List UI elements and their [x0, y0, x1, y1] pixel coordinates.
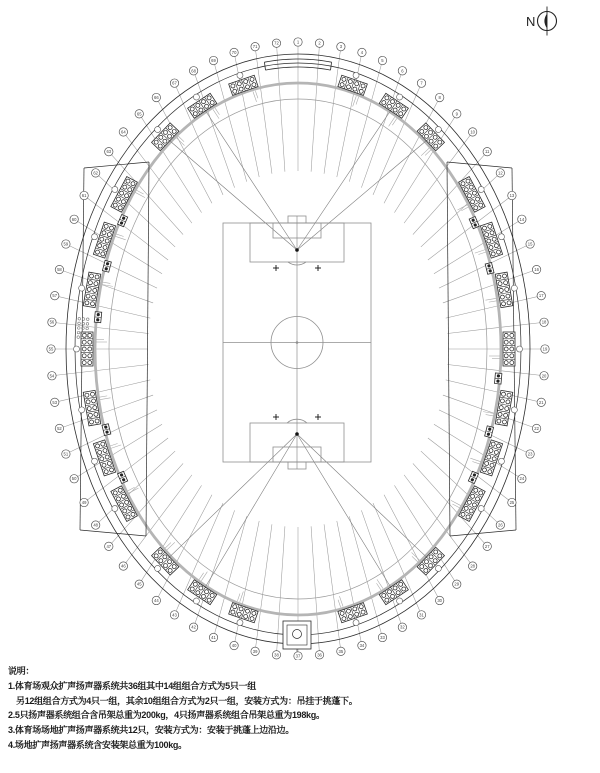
svg-text:3: 3 [339, 44, 343, 50]
svg-text:58: 58 [57, 267, 62, 273]
svg-text:65: 65 [136, 111, 142, 117]
svg-text:19: 19 [542, 346, 548, 352]
svg-text:60: 60 [71, 216, 77, 222]
svg-text:9: 9 [455, 111, 458, 117]
notes-block [8, 664, 592, 753]
svg-text:62: 62 [93, 170, 99, 176]
svg-text:16: 16 [534, 267, 539, 273]
svg-text:68: 68 [191, 68, 196, 74]
svg-text:69: 69 [211, 58, 216, 64]
svg-text:28: 28 [470, 563, 475, 569]
svg-text:21: 21 [538, 399, 544, 405]
svg-text:29: 29 [454, 581, 460, 587]
svg-text:59: 59 [63, 241, 69, 247]
svg-text:46: 46 [121, 563, 126, 569]
svg-text:50: 50 [71, 476, 77, 482]
svg-text:8: 8 [438, 95, 441, 101]
svg-text:56: 56 [49, 319, 55, 325]
svg-text:12: 12 [497, 170, 503, 176]
svg-text:18: 18 [541, 319, 547, 325]
north-arrow-icon [526, 7, 557, 36]
svg-text:37: 37 [295, 653, 301, 659]
svg-text:32: 32 [400, 624, 405, 630]
svg-text:4: 4 [360, 49, 364, 55]
svg-text:22: 22 [534, 425, 539, 431]
svg-text:15: 15 [527, 241, 533, 247]
svg-text:20: 20 [541, 373, 547, 379]
svg-text:7: 7 [420, 80, 423, 86]
svg-text:17: 17 [538, 293, 544, 299]
svg-text:35: 35 [338, 648, 344, 654]
note-line-2: 2.5只扬声器系统组合含吊架总重为200kg，4只扬声器系统组合吊架总重为198kg。 [8, 710, 325, 721]
note-line-1b: 另12组组合方式为4只一组，其余10组组合方式为2只一组，安装方式为：吊挂于挑蓬下。 [16, 695, 358, 706]
svg-text:67: 67 [172, 80, 177, 86]
svg-text:71: 71 [252, 44, 258, 50]
svg-text:40: 40 [231, 643, 237, 649]
svg-text:38: 38 [274, 652, 279, 658]
svg-text:55: 55 [48, 346, 54, 352]
svg-text:54: 54 [49, 373, 55, 379]
svg-text:52: 52 [57, 425, 62, 431]
svg-text:24: 24 [519, 476, 525, 482]
svg-text:48: 48 [93, 522, 99, 528]
svg-text:51: 51 [63, 451, 69, 457]
svg-text:36: 36 [317, 652, 322, 658]
svg-text:70: 70 [231, 49, 237, 55]
svg-text:44: 44 [153, 597, 159, 603]
svg-text:5: 5 [381, 58, 384, 64]
svg-text:39: 39 [252, 648, 258, 654]
svg-text:26: 26 [497, 522, 503, 528]
svg-text:6: 6 [401, 68, 404, 74]
note-line-3: 3.体育场场地扩声扬声器系统共12只，安装方式为：安装于挑蓬上边沿边。 [8, 725, 295, 736]
svg-text:53: 53 [52, 399, 58, 405]
svg-text:64: 64 [121, 129, 126, 135]
note-line-1: 1.体育场观众扩声扬声器系统共36组其中14组组合方式为5只一组 [8, 680, 256, 691]
svg-text:41: 41 [211, 634, 216, 640]
svg-text:11: 11 [485, 149, 490, 155]
svg-text:42: 42 [191, 624, 196, 630]
svg-text:13: 13 [509, 193, 515, 198]
svg-text:14: 14 [519, 216, 525, 222]
svg-text:49: 49 [81, 500, 87, 505]
svg-text:66: 66 [153, 95, 159, 101]
north-label: N [526, 14, 536, 29]
svg-text:23: 23 [527, 451, 533, 457]
note-line-4: 4.场地扩声扬声器系统含安装架总重为100kg。 [8, 739, 187, 750]
svg-text:47: 47 [106, 543, 112, 549]
svg-text:2: 2 [318, 40, 321, 46]
svg-text:72: 72 [274, 40, 279, 46]
svg-text:1: 1 [296, 39, 300, 45]
svg-text:57: 57 [52, 293, 58, 299]
svg-text:45: 45 [136, 581, 142, 587]
svg-text:43: 43 [172, 612, 177, 618]
notes-heading: 说明： [8, 666, 35, 676]
svg-text:31: 31 [419, 612, 424, 618]
svg-text:27: 27 [484, 543, 490, 549]
svg-text:33: 33 [380, 634, 385, 640]
generated-plan-geometry [47, 38, 549, 660]
svg-text:10: 10 [470, 129, 475, 135]
svg-text:30: 30 [437, 597, 443, 603]
svg-text:61: 61 [81, 193, 87, 198]
svg-text:34: 34 [359, 643, 365, 649]
svg-text:25: 25 [509, 500, 515, 505]
svg-text:63: 63 [106, 149, 112, 155]
